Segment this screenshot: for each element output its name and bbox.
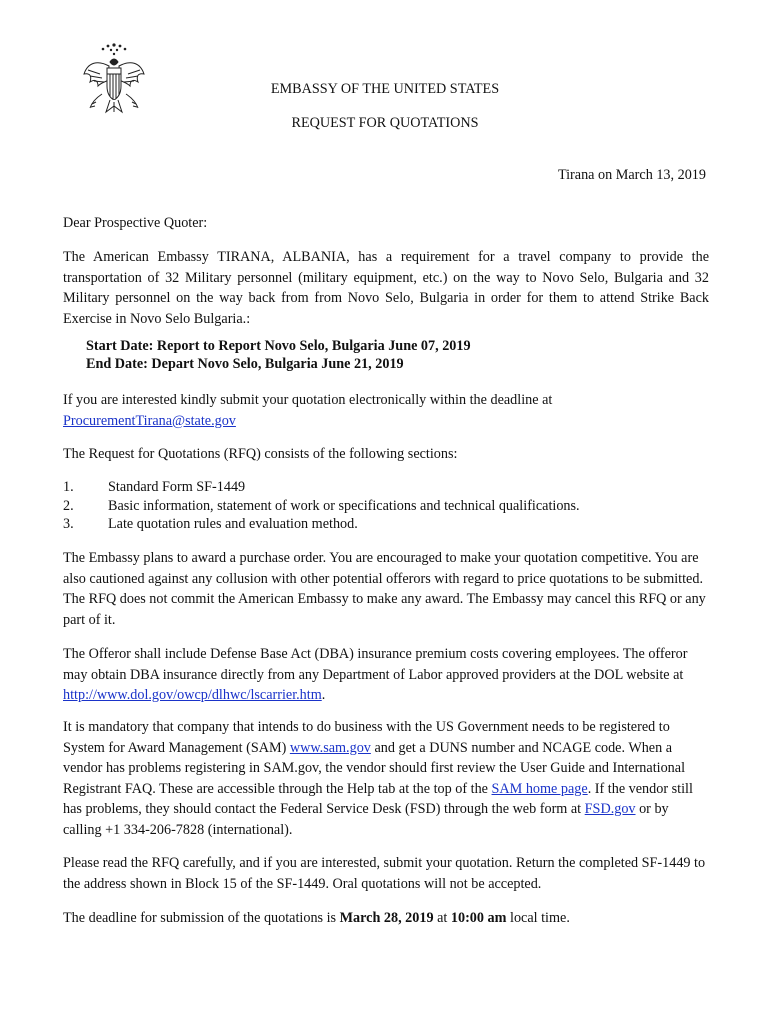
dol-link[interactable]: http://www.dol.gov/owcp/dlhwc/lscarrier.htm xyxy=(63,687,322,703)
list-item xyxy=(63,515,709,534)
dba-paragraph xyxy=(63,644,709,706)
sam-paragraph xyxy=(63,717,709,840)
list-text: Basic information, statement of work or specifications and technical qualifications. xyxy=(108,497,580,514)
deadline-text-3: local time. xyxy=(506,910,570,926)
start-date: Start Date: Report to Report Novo Selo, Bulgaria June 07, 2019 xyxy=(86,338,471,354)
sections-intro: The Request for Quotations (RFQ) consists of the following sections: xyxy=(63,446,458,462)
sam-home-link[interactable]: SAM home page xyxy=(491,780,588,797)
sam-text-4: or by calling +1 334-206-7828 (international). xyxy=(63,801,669,838)
sam-text-1: It is mandatory that company that intends to do business with the US Government needs to be registered to System for Award Management (SAM) xyxy=(63,719,670,756)
place-date: Tirana on March 13, 2019 xyxy=(557,167,706,183)
sam-text-3: . If the vendor still has problems, they should contact the Federal Service Desk (FSD) through the web form at xyxy=(63,780,693,817)
dba-end: . xyxy=(321,687,326,703)
list-number: 1. xyxy=(63,479,74,495)
email-link[interactable]: ProcurementTirana@state.gov xyxy=(63,412,236,429)
deadline-paragraph xyxy=(63,908,709,929)
sam-text-2: and get a DUNS number and NCAGE code. When a vendor has problems registering in SAM.gov, the vendor should first review the User Guide and International Registrant FAQ. These are accessible through the Help tab at the top of the xyxy=(63,739,686,797)
award-paragraph: The Embassy plans to award a purchase order. You are encouraged to make your quotation competitive. You are also cautioned against any collusion with other potential offerors with regard to price quotations to be submitted. The RFQ does not commit the American Embassy to make any award. The Embassy may cancel this RFQ or any part of it. xyxy=(63,550,706,628)
deadline-date: March 28, 2019 xyxy=(339,910,434,926)
deadline-text-2: at xyxy=(433,910,451,926)
list-text: Standard Form SF-1449 xyxy=(108,479,246,495)
submit-text: If you are interested kindly submit your quotation electronically within the deadline at xyxy=(63,392,553,408)
dba-text: The Offeror shall include Defense Base Act (DBA) insurance premium costs covering employees. The offeror may obtain DBA insurance directly from any Department of Labor approved providers at the DOL website at xyxy=(63,646,688,683)
sam-link[interactable]: www.sam.gov xyxy=(289,739,371,756)
embassy-seal-icon xyxy=(80,40,148,118)
document-title: REQUEST FOR QUOTATIONS xyxy=(291,115,479,131)
deadline-time: 10:00 am xyxy=(450,910,507,926)
read-paragraph: Please read the RFQ carefully, and if you are interested, submit your quotation. Return the completed SF-1449 to the address shown in Block 15 of the SF-1449. Oral quotations will not be accepted. xyxy=(63,855,706,892)
dates-block xyxy=(86,337,686,373)
list-text: Late quotation rules and evaluation method. xyxy=(108,516,358,532)
deadline-text-1: The deadline for submission of the quotations is xyxy=(63,910,340,926)
salutation: Dear Prospective Quoter: xyxy=(63,215,208,231)
list-number: 2. xyxy=(63,497,74,514)
sections-list xyxy=(63,478,709,534)
list-item xyxy=(63,478,709,497)
embassy-heading: EMBASSY OF THE UNITED STATES xyxy=(270,81,500,97)
list-number: 3. xyxy=(63,516,74,532)
fsd-link[interactable]: FSD.gov xyxy=(584,801,636,817)
list-item xyxy=(63,497,709,516)
submit-paragraph xyxy=(63,390,709,431)
intro-paragraph: The American Embassy TIRANA, ALBANIA, has a requirement for a travel company to provide the transportation of 32 Military personnel (military equipment, etc.) on the way to Novo Selo, Bulgaria and 32 Military personnel on the way back from from Novo Selo, Bulgaria in order for them to attend Strike Back Exercise in Novo Selo Bulgaria.: xyxy=(63,249,709,327)
end-date: End Date: Depart Novo Selo, Bulgaria June 21, 2019 xyxy=(86,356,404,372)
